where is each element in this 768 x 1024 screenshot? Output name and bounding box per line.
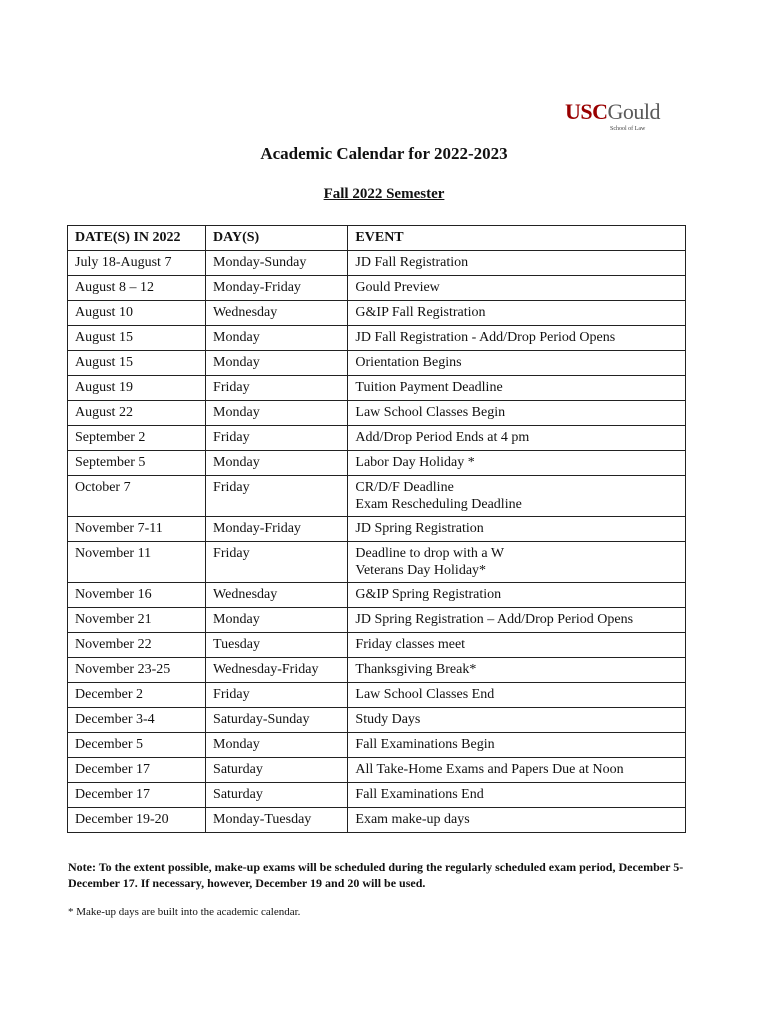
cell-event [348, 583, 686, 608]
cell-event [348, 517, 686, 542]
table-header-row [68, 226, 686, 251]
cell-day: Monday-Sunday [206, 251, 348, 276]
event-line: Study Days [355, 712, 421, 727]
cell-event [348, 401, 686, 426]
event-line: G&IP Fall Registration [355, 305, 486, 320]
logo-wordmark [565, 100, 665, 124]
cell-event [348, 376, 686, 401]
cell-event [348, 476, 686, 517]
cell-day: Monday-Tuesday [206, 808, 348, 833]
event-line: Thanksgiving Break* [355, 662, 477, 677]
table-row [68, 658, 686, 683]
cell-day: Friday [206, 542, 348, 583]
cell-date: August 8 – 12 [68, 276, 206, 301]
cell-day: Tuesday [206, 633, 348, 658]
cell-date: August 15 [68, 326, 206, 351]
event-line: Law School Classes Begin [355, 405, 506, 420]
cell-event [348, 758, 686, 783]
cell-date: September 2 [68, 426, 206, 451]
cell-event [348, 351, 686, 376]
cell-event [348, 426, 686, 451]
cell-day: Wednesday [206, 301, 348, 326]
logo-usc-text: USC [565, 99, 608, 124]
cell-event [348, 251, 686, 276]
event-line: JD Fall Registration - Add/Drop Period Opens [355, 330, 616, 345]
cell-event [348, 783, 686, 808]
event-line: Orientation Begins [355, 355, 462, 370]
cell-date: November 23-25 [68, 658, 206, 683]
cell-date: November 22 [68, 633, 206, 658]
cell-day: Wednesday-Friday [206, 658, 348, 683]
event-line: Exam make-up days [355, 812, 470, 827]
cell-day: Friday [206, 426, 348, 451]
cell-event [348, 808, 686, 833]
exam-note: Note: To the extent possible, make-up exams will be scheduled during the regularly scheduled exam period, December 5- December 17. If necessary, however, December 19 and 20 will be used. [68, 860, 684, 890]
cell-date: November 11 [68, 542, 206, 583]
cell-day: Monday [206, 326, 348, 351]
event-line: Fall Examinations End [355, 787, 484, 802]
table-row [68, 783, 686, 808]
cell-day: Saturday-Sunday [206, 708, 348, 733]
table-row [68, 251, 686, 276]
cell-date: December 17 [68, 758, 206, 783]
event-line: G&IP Spring Registration [355, 587, 502, 602]
table-row [68, 326, 686, 351]
cell-event [348, 608, 686, 633]
event-line: Gould Preview [355, 280, 440, 295]
cell-date: October 7 [68, 476, 206, 517]
cell-date: December 19-20 [68, 808, 206, 833]
table-row [68, 301, 686, 326]
table-row [68, 517, 686, 542]
event-line: Add/Drop Period Ends at 4 pm [355, 430, 530, 445]
table-row [68, 808, 686, 833]
event-line: Veterans Day Holiday* [355, 563, 487, 578]
cell-event [348, 451, 686, 476]
cell-day: Wednesday [206, 583, 348, 608]
cell-date: August 22 [68, 401, 206, 426]
table-row [68, 451, 686, 476]
event-line: Tuition Payment Deadline [355, 380, 503, 395]
cell-date: September 5 [68, 451, 206, 476]
header-event: EVENT [348, 226, 686, 251]
event-line: JD Fall Registration [355, 255, 469, 270]
cell-day: Saturday [206, 783, 348, 808]
cell-day: Monday [206, 733, 348, 758]
event-line: CR/D/F Deadline [355, 480, 454, 495]
cell-date: August 19 [68, 376, 206, 401]
event-line: Exam Rescheduling Deadline [355, 497, 522, 512]
cell-event [348, 276, 686, 301]
cell-day: Saturday [206, 758, 348, 783]
footnote: * Make-up days are built into the academic calendar. [68, 906, 301, 918]
table-row [68, 733, 686, 758]
event-line: JD Spring Registration – Add/Drop Period Opens [355, 612, 634, 627]
page-title: Academic Calendar for 2022-2023 [260, 144, 508, 163]
cell-date: July 18-August 7 [68, 251, 206, 276]
calendar-table [67, 225, 686, 833]
cell-day: Monday [206, 401, 348, 426]
cell-day: Monday [206, 608, 348, 633]
cell-day: Friday [206, 683, 348, 708]
table-row [68, 758, 686, 783]
header-dates: DATE(S) IN 2022 [68, 226, 206, 251]
table-row [68, 426, 686, 451]
event-line: All Take-Home Exams and Papers Due at Noon [355, 762, 624, 777]
cell-date: December 3-4 [68, 708, 206, 733]
table-row [68, 376, 686, 401]
table-row [68, 401, 686, 426]
cell-day: Monday-Friday [206, 517, 348, 542]
cell-event [348, 708, 686, 733]
cell-event [348, 658, 686, 683]
table-row [68, 583, 686, 608]
table-row [68, 542, 686, 583]
table-row [68, 476, 686, 517]
event-line: Labor Day Holiday * [355, 455, 475, 470]
cell-day: Monday [206, 351, 348, 376]
event-line: Friday classes meet [355, 637, 466, 652]
calendar-table-body [68, 251, 686, 833]
cell-event [348, 683, 686, 708]
logo-subtitle: School of Law [610, 126, 646, 132]
table-row [68, 608, 686, 633]
cell-date: December 17 [68, 783, 206, 808]
table-row [68, 633, 686, 658]
usc-gould-logo [565, 100, 665, 132]
cell-day: Friday [206, 476, 348, 517]
event-line: Law School Classes End [355, 687, 495, 702]
cell-date: August 10 [68, 301, 206, 326]
cell-date: November 21 [68, 608, 206, 633]
event-line: Deadline to drop with a W [355, 546, 505, 561]
cell-date: December 5 [68, 733, 206, 758]
event-line: Fall Examinations Begin [355, 737, 495, 752]
cell-date: November 16 [68, 583, 206, 608]
table-row [68, 708, 686, 733]
header-days: DAY(S) [206, 226, 348, 251]
cell-event [348, 326, 686, 351]
table-row [68, 351, 686, 376]
cell-event [348, 633, 686, 658]
table-row [68, 683, 686, 708]
cell-day: Monday-Friday [206, 276, 348, 301]
logo-gould-text: Gould [607, 99, 661, 124]
cell-event [348, 733, 686, 758]
cell-day: Monday [206, 451, 348, 476]
cell-date: December 2 [68, 683, 206, 708]
cell-event [348, 542, 686, 583]
cell-day: Friday [206, 376, 348, 401]
semester-heading: Fall 2022 Semester [323, 186, 445, 202]
event-line: JD Spring Registration [355, 521, 484, 536]
cell-event [348, 301, 686, 326]
cell-date: November 7-11 [68, 517, 206, 542]
cell-date: August 15 [68, 351, 206, 376]
table-row [68, 276, 686, 301]
